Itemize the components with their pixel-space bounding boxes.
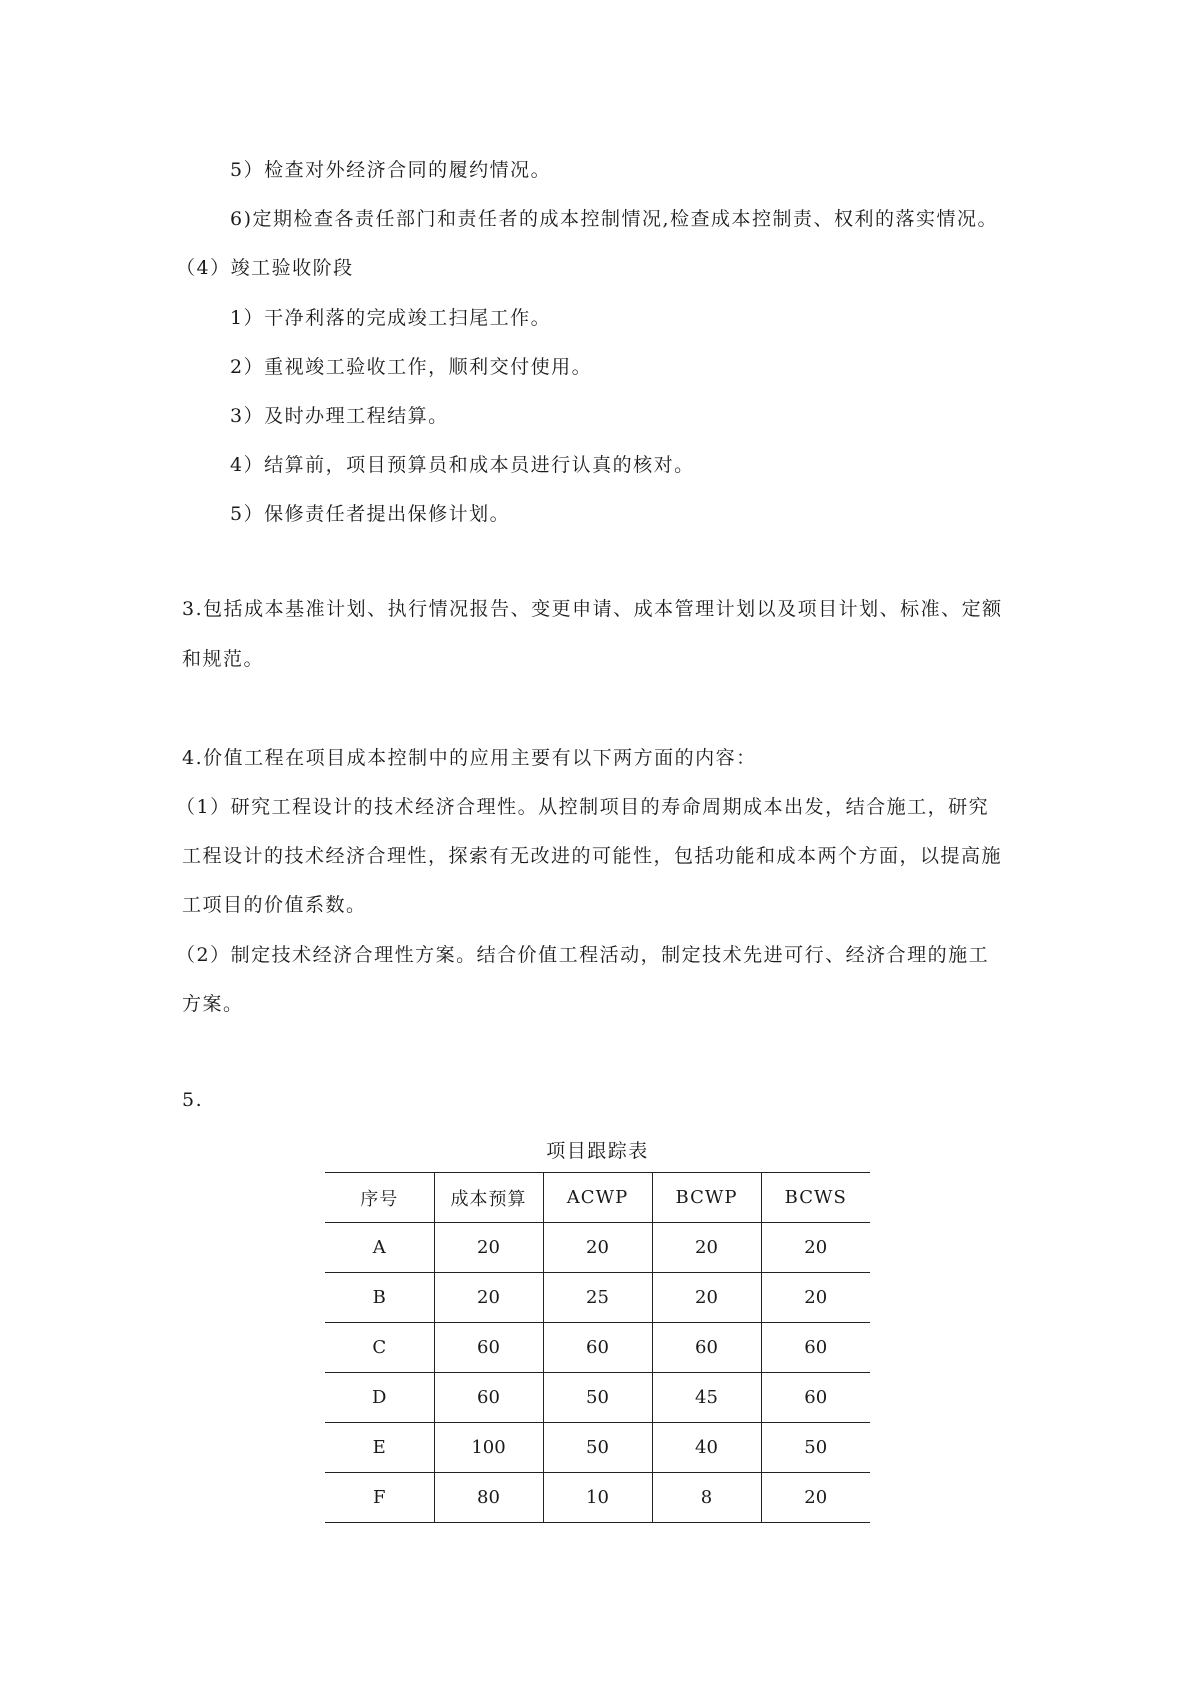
text-line: 5）保修责任者提出保修计划。 (230, 503, 511, 525)
table-cell: 20 (761, 1473, 870, 1523)
text-line: 3）及时办理工程结算。 (230, 405, 449, 427)
table-cell: 20 (434, 1273, 543, 1323)
table-cell: 20 (543, 1223, 652, 1273)
section-heading: （4）竣工验收阶段 (176, 257, 354, 279)
answer-4-line: （1）研究工程设计的技术经济合理性。从控制项目的寿命周期成本出发，结合施工，研究 (176, 796, 990, 818)
table-cell: A (325, 1223, 434, 1273)
table-cell: 50 (543, 1373, 652, 1423)
table-cell: 60 (434, 1373, 543, 1423)
table-cell: 80 (434, 1473, 543, 1523)
table-cell: 60 (761, 1373, 870, 1423)
answer-3-line: 和规范。 (182, 648, 265, 670)
answer-5-label: 5. (182, 1089, 204, 1111)
text-line: 1）干净利落的完成竣工扫尾工作。 (230, 307, 552, 329)
table-header-row (325, 1173, 870, 1223)
table-cell: 10 (543, 1473, 652, 1523)
table-cell: 20 (761, 1273, 870, 1323)
table-cell: C (325, 1323, 434, 1373)
table-cell: 60 (652, 1323, 761, 1373)
text-line: 4）结算前，项目预算员和成本员进行认真的核对。 (230, 454, 695, 476)
table-caption: 项目跟踪表 (546, 1140, 649, 1162)
table-row (325, 1373, 870, 1423)
answer-4-line: 4.价值工程在项目成本控制中的应用主要有以下两方面的内容： (182, 747, 757, 769)
table-row (325, 1223, 870, 1273)
table-cell: 60 (761, 1323, 870, 1373)
answer-4-line: （2）制定技术经济合理性方案。结合价值工程活动，制定技术先进可行、经济合理的施工 (176, 944, 990, 966)
header-cell: BCWP (652, 1173, 761, 1223)
table-cell: 60 (434, 1323, 543, 1373)
table-row (325, 1323, 870, 1373)
table-cell: 50 (543, 1423, 652, 1473)
table-cell: F (325, 1473, 434, 1523)
text-line: 6)定期检查各责任部门和责任者的成本控制情况,检查成本控制责、权利的落实情况。 (230, 208, 999, 230)
table-row (325, 1423, 870, 1473)
header-cell: BCWS (761, 1173, 870, 1223)
table-cell: 20 (434, 1223, 543, 1273)
table-cell: 20 (761, 1223, 870, 1273)
table-cell: 8 (652, 1473, 761, 1523)
table-row (325, 1273, 870, 1323)
table-cell: 20 (652, 1273, 761, 1323)
answer-4-line: 工项目的价值系数。 (182, 894, 367, 916)
answer-3-line: 3.包括成本基准计划、执行情况报告、变更申请、成本管理计划以及项目计划、标准、定额 (182, 598, 1003, 620)
table-row (325, 1473, 870, 1523)
table-cell: 50 (761, 1423, 870, 1473)
table-cell: 25 (543, 1273, 652, 1323)
table-cell: 100 (434, 1423, 543, 1473)
header-cell: 成本预算 (434, 1173, 543, 1223)
text-line: 2）重视竣工验收工作，顺利交付使用。 (230, 356, 593, 378)
table-cell: 40 (652, 1423, 761, 1473)
table-cell: 45 (652, 1373, 761, 1423)
project-tracking-table (325, 1172, 870, 1523)
answer-4-line: 方案。 (182, 993, 244, 1015)
table-cell: E (325, 1423, 434, 1473)
table-cell: 20 (652, 1223, 761, 1273)
header-cell: 序号 (325, 1173, 434, 1223)
text-line: 5）检查对外经济合同的履约情况。 (230, 159, 552, 181)
table-cell: D (325, 1373, 434, 1423)
table-cell: B (325, 1273, 434, 1323)
table-cell: 60 (543, 1323, 652, 1373)
answer-4-line: 工程设计的技术经济合理性，探索有无改进的可能性，包括功能和成本两个方面，以提高施 (182, 845, 1003, 867)
header-cell: ACWP (543, 1173, 652, 1223)
